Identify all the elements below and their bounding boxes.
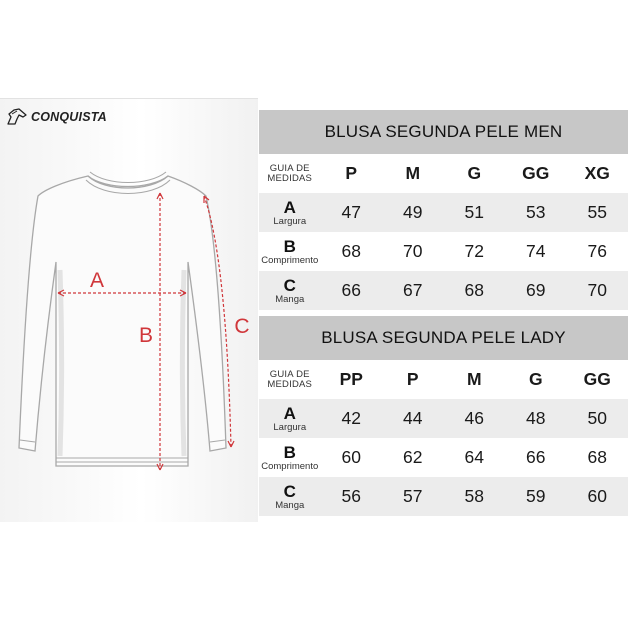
table-cell: 68 (587, 447, 607, 467)
brand-name: CONQUISTA (31, 110, 107, 124)
table-cell: 68 (341, 241, 361, 261)
row-label: C Manga (275, 481, 305, 511)
table-cell: 56 (341, 486, 361, 506)
size-header-row (259, 154, 628, 193)
row-label: A Largura (273, 403, 307, 433)
size-header: GG (583, 369, 611, 389)
table-cell: 57 (403, 486, 423, 506)
size-header: M (466, 369, 482, 389)
size-header: M (405, 163, 421, 183)
shirt-outline (19, 176, 226, 466)
size-header: PP (339, 369, 363, 389)
shirt-diagram (0, 98, 258, 522)
size-header: G (528, 369, 543, 389)
table-cell: 76 (587, 241, 607, 261)
table-cell: 72 (464, 241, 484, 261)
table-cell: 59 (526, 486, 546, 506)
measure-label-a: A (89, 269, 105, 292)
table-row (259, 477, 628, 516)
table-cell: 74 (526, 241, 546, 261)
measure-label-c: C (234, 315, 250, 338)
size-header: XG (584, 163, 610, 183)
table-row (259, 193, 628, 232)
table-row (259, 399, 628, 438)
row-label: B Comprimento (261, 442, 319, 472)
size-table-lady (259, 316, 628, 516)
table-cell: 53 (526, 202, 546, 222)
size-header: G (467, 163, 482, 183)
table-cell: 46 (464, 408, 484, 428)
row-label: C Manga (275, 275, 305, 305)
table-cell: 66 (341, 280, 361, 300)
size-header-row (259, 360, 628, 399)
table-cell: 49 (403, 202, 423, 222)
guide-label: GUIA DE MEDIDAS (267, 368, 313, 390)
size-header: P (345, 163, 358, 183)
table-cell: 70 (403, 241, 423, 261)
size-header: P (406, 369, 419, 389)
table-row (259, 438, 628, 477)
table-cell: 42 (341, 408, 361, 428)
table-cell: 48 (526, 408, 546, 428)
table-cell: 47 (341, 202, 361, 222)
table-cell: 44 (403, 408, 423, 428)
row-label: B Comprimento (261, 236, 319, 266)
table-cell: 68 (464, 280, 484, 300)
table-cell: 51 (464, 202, 484, 222)
table-row (259, 232, 628, 271)
table-cell: 67 (403, 280, 423, 300)
table-cell: 70 (587, 280, 607, 300)
measure-label-b: B (138, 324, 154, 347)
size-table-men (259, 110, 628, 310)
table-cell: 50 (587, 408, 607, 428)
table-cell: 62 (403, 447, 423, 467)
table-cell: 69 (526, 280, 546, 300)
table-title: BLUSA SEGUNDA PELE LADY (259, 316, 628, 360)
table-cell: 66 (526, 447, 546, 467)
table-cell: 64 (464, 447, 484, 467)
table-cell: 55 (587, 202, 607, 222)
size-header: GG (522, 163, 550, 183)
table-cell: 60 (341, 447, 361, 467)
row-label: A Largura (273, 197, 307, 227)
table-cell: 58 (464, 486, 484, 506)
guide-label: GUIA DE MEDIDAS (267, 162, 313, 184)
table-title: BLUSA SEGUNDA PELE MEN (259, 110, 628, 154)
table-cell: 60 (587, 486, 607, 506)
table-row (259, 271, 628, 310)
